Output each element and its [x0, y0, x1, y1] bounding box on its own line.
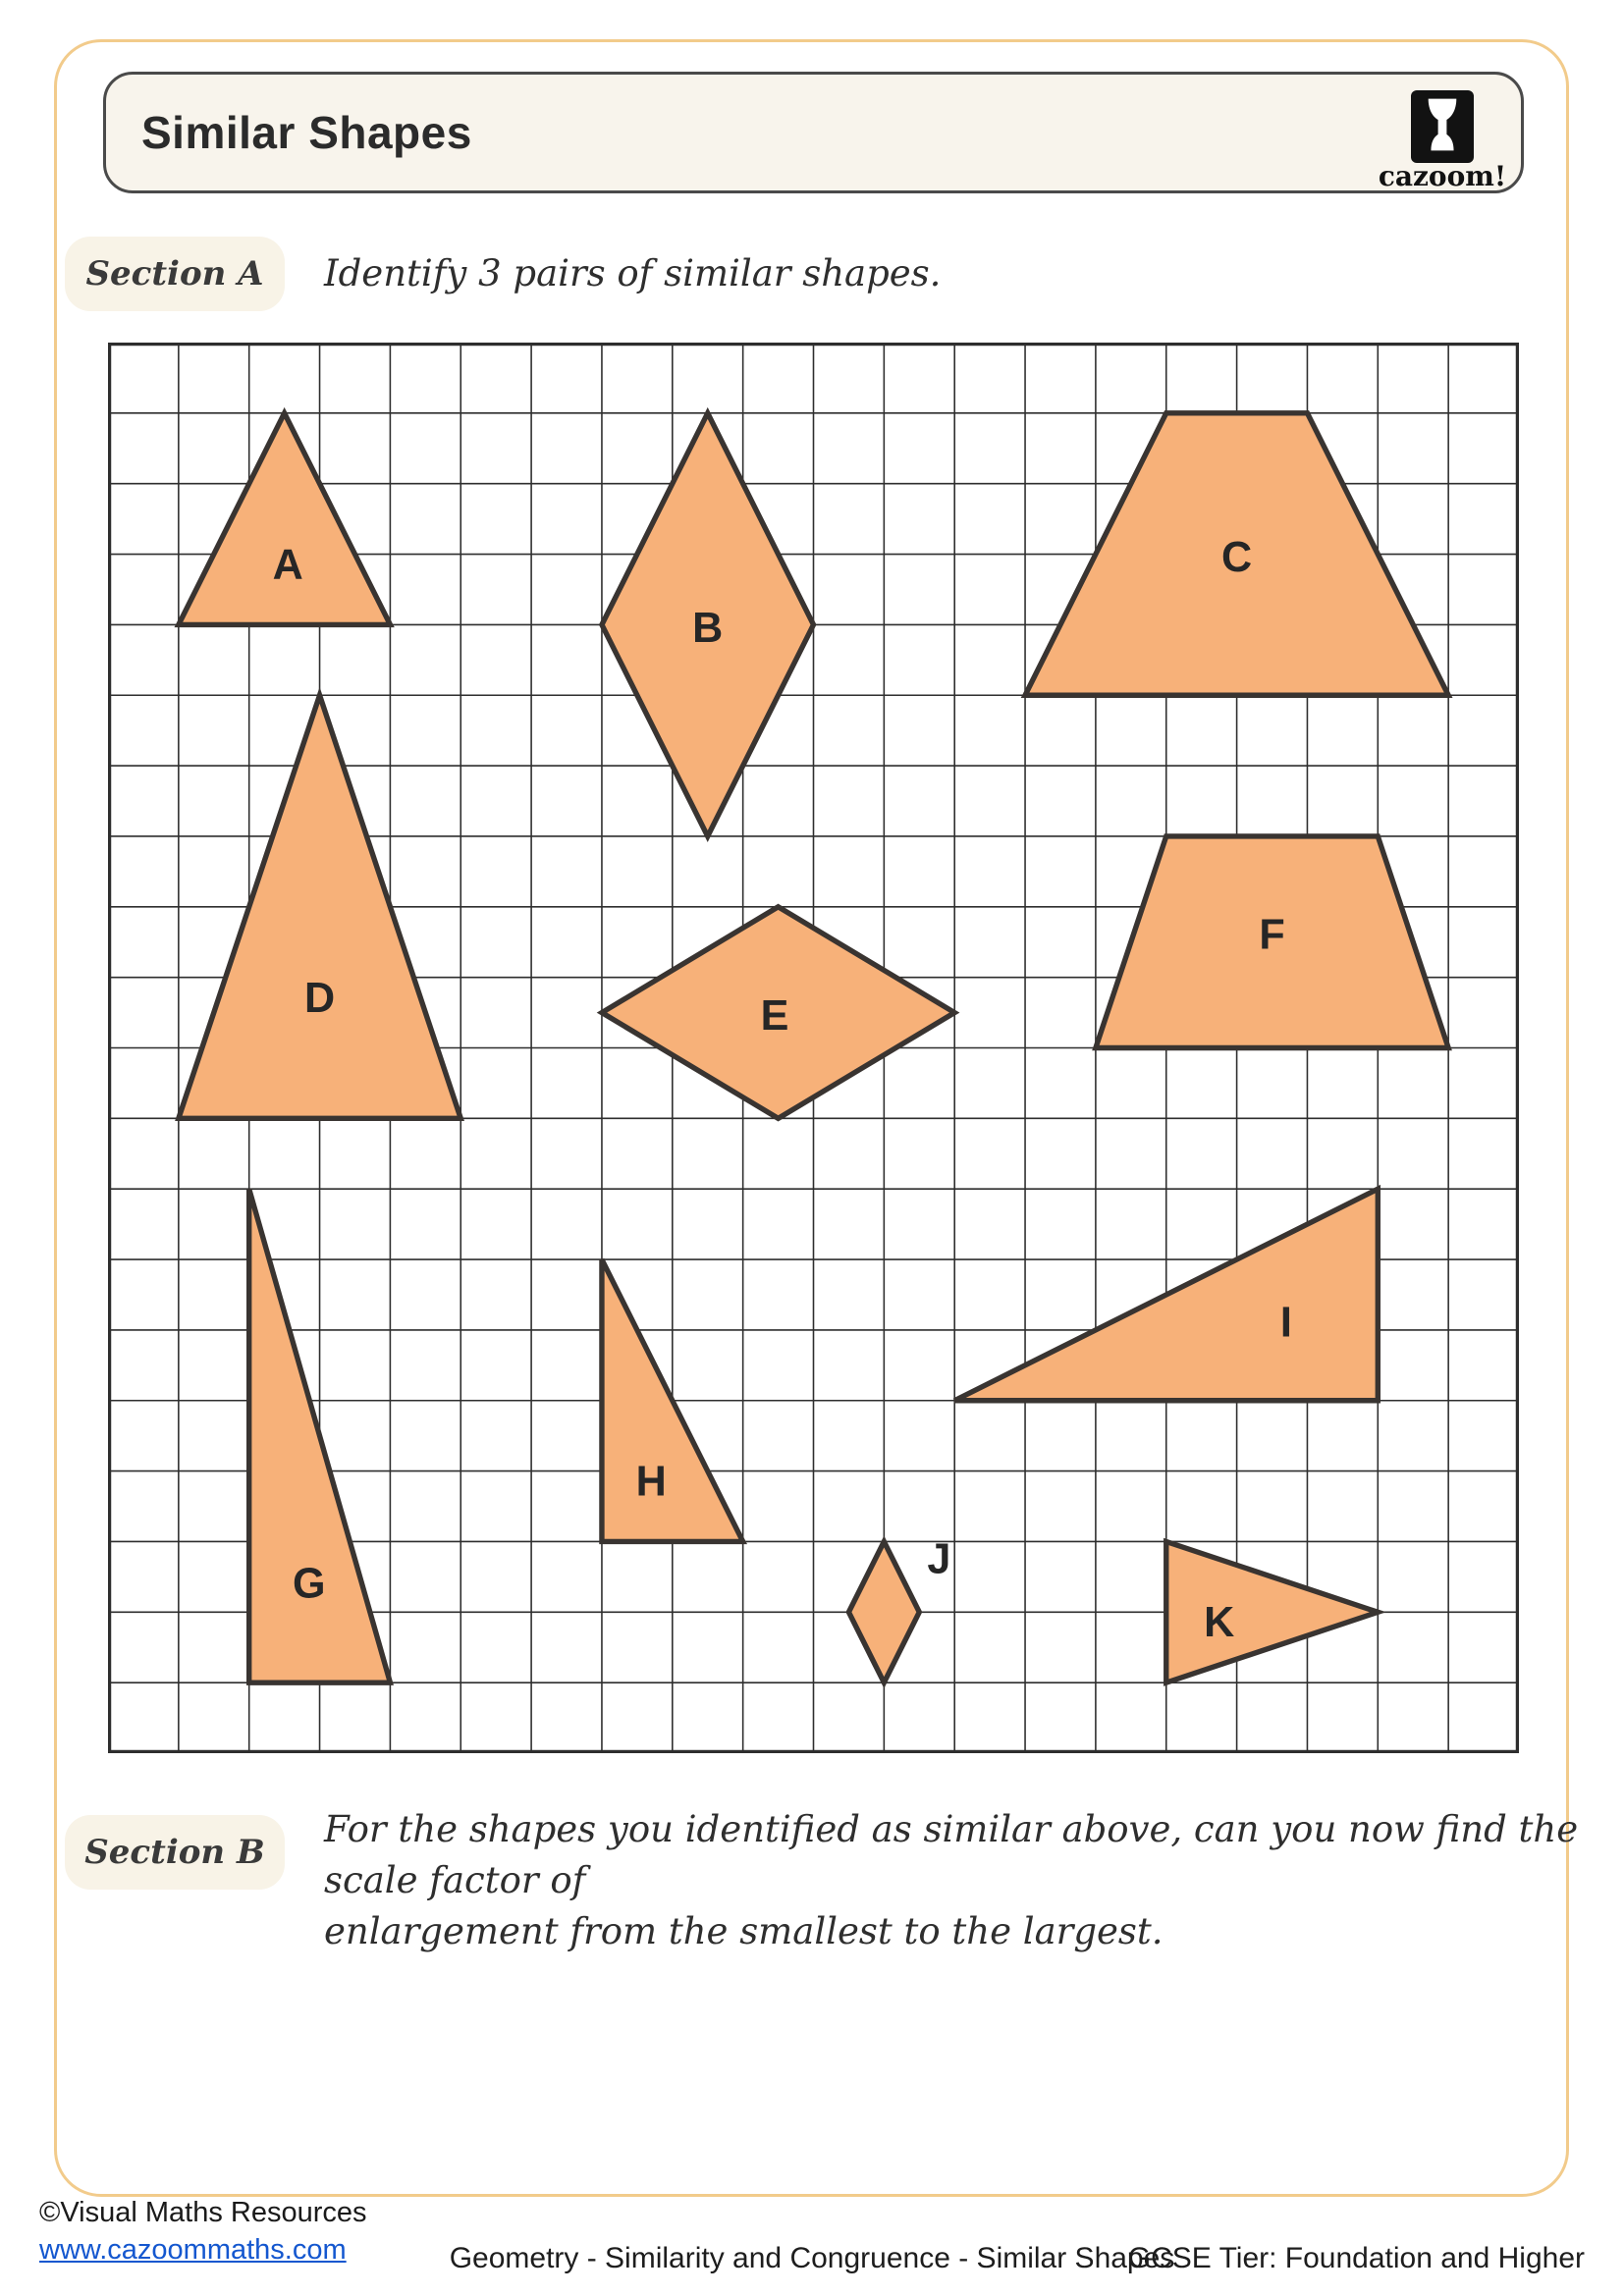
- section-a-pill: [65, 237, 285, 311]
- section-b-pill: [65, 1815, 285, 1890]
- footer-website-link[interactable]: www.cazoommaths.com: [39, 2234, 347, 2266]
- shape-A: [179, 413, 391, 625]
- shape-K: [1166, 1541, 1379, 1682]
- shape-B-label: [692, 605, 723, 652]
- shape-D-label: [304, 975, 335, 1022]
- section-b-label: Section B: [84, 1833, 265, 1872]
- shapes-grid: [108, 343, 1519, 1753]
- shape-A-label: [273, 541, 303, 588]
- footer-center-text: Geometry - Similarity and Congruence - Similar Shapes: [449, 2242, 1175, 2274]
- shape-K-label: [1204, 1599, 1234, 1646]
- footer-tier-text: GCSE Tier: Foundation and Higher: [1127, 2242, 1585, 2274]
- shape-J: [848, 1541, 919, 1682]
- title-box: [103, 72, 1524, 193]
- section-b-instruction-line2: enlargement from the smallest to the largest.: [324, 1910, 1164, 1952]
- grid-svg: [108, 343, 1519, 1753]
- section-b-instruction-line1: For the shapes you identified as similar above, can you now find the scale factor of: [324, 1808, 1579, 1901]
- section-a-label: Section A: [85, 254, 264, 294]
- shape-G-label: [293, 1561, 326, 1608]
- shape-H-label: [636, 1458, 667, 1505]
- shape-J-label: [927, 1535, 950, 1582]
- cazoom-logo-text: cazoom!: [1378, 160, 1507, 192]
- section-a-instruction: Identify 3 pairs of similar shapes.: [324, 252, 942, 294]
- cazoom-logo: [1411, 90, 1474, 163]
- shape-I-label: [1280, 1300, 1292, 1347]
- section-b-instruction: [324, 1804, 1624, 1957]
- drum-icon: [1421, 96, 1464, 158]
- shape-E-label: [761, 992, 789, 1040]
- footer-copyright: ©Visual Maths Resources: [39, 2197, 367, 2228]
- shape-C-label: [1221, 534, 1252, 581]
- page-title: Similar Shapes: [141, 107, 472, 158]
- shape-F-label: [1259, 912, 1284, 959]
